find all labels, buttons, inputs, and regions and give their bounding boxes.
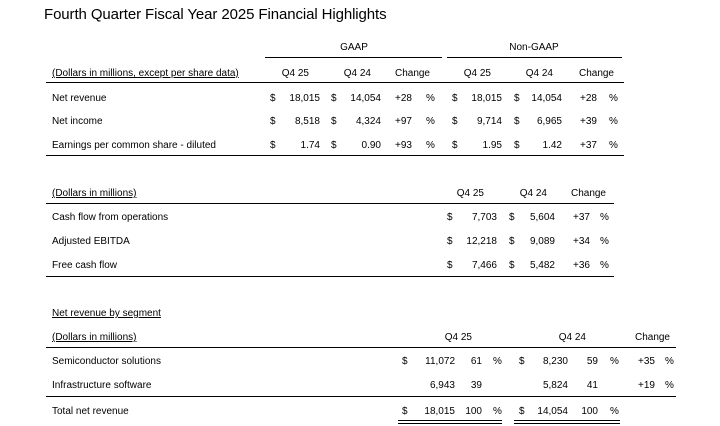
value: 7,466 bbox=[471, 260, 497, 271]
change-value: +28 bbox=[580, 93, 597, 104]
row-label: Net revenue bbox=[52, 93, 107, 104]
group-header-nongaap: Non-GAAP bbox=[509, 42, 559, 53]
percent-sign: % bbox=[600, 260, 609, 271]
value: 7,703 bbox=[471, 212, 497, 223]
percent-sign: % bbox=[609, 93, 618, 104]
currency-symbol: $ bbox=[270, 93, 276, 104]
col-header-nongaap-change: Change bbox=[578, 68, 614, 79]
change-value: +36 bbox=[573, 260, 590, 271]
value: 14,054 bbox=[531, 93, 562, 104]
change-value: +97 bbox=[395, 116, 412, 127]
percent-share: 41 bbox=[586, 380, 598, 391]
percent-sign: % bbox=[600, 236, 609, 247]
percent-sign: % bbox=[426, 140, 435, 151]
change-value: +93 bbox=[395, 140, 412, 151]
percent-sign: % bbox=[665, 356, 674, 367]
value: 18,015 bbox=[471, 93, 502, 104]
row-label: Net income bbox=[52, 116, 103, 127]
currency-symbol: $ bbox=[519, 406, 525, 417]
percent-sign: % bbox=[665, 380, 674, 391]
value: 14,054 bbox=[350, 93, 381, 104]
col-header-gaap-q424: Q4 24 bbox=[343, 68, 371, 79]
value: 4,324 bbox=[355, 116, 381, 127]
currency-symbol: $ bbox=[519, 356, 525, 367]
change-value: +19 bbox=[638, 380, 655, 391]
col-header-q424: Q4 24 bbox=[558, 332, 586, 343]
value: 5,482 bbox=[529, 260, 555, 271]
currency-symbol: $ bbox=[509, 212, 515, 223]
row-label: Total net revenue bbox=[52, 406, 129, 417]
value: 18,015 bbox=[424, 406, 455, 417]
change-value: +37 bbox=[573, 212, 590, 223]
value: 12,218 bbox=[466, 236, 497, 247]
percent-share: 59 bbox=[586, 356, 598, 367]
row-label: Semiconductor solutions bbox=[52, 356, 161, 367]
percent-sign: % bbox=[609, 116, 618, 127]
value: 1.74 bbox=[300, 140, 320, 151]
percent-share: 61 bbox=[470, 356, 482, 367]
currency-symbol: $ bbox=[447, 236, 453, 247]
section-title: Net revenue by segment bbox=[52, 308, 161, 319]
currency-symbol: $ bbox=[509, 260, 515, 271]
change-value: +28 bbox=[395, 93, 412, 104]
value: 11,072 bbox=[425, 356, 455, 367]
col-header-q425: Q4 25 bbox=[456, 188, 484, 199]
value: 9,714 bbox=[476, 116, 502, 127]
col-header-gaap-change: Change bbox=[394, 68, 430, 79]
row-label: Adjusted EBITDA bbox=[52, 236, 130, 247]
col-header-change: Change bbox=[570, 188, 606, 199]
row-label: Earnings per common share - diluted bbox=[52, 140, 216, 151]
percent-sign: % bbox=[610, 406, 619, 417]
col-header-q425: Q4 25 bbox=[444, 332, 472, 343]
currency-symbol: $ bbox=[452, 140, 458, 151]
change-value: +34 bbox=[573, 236, 590, 247]
value: 9,089 bbox=[529, 236, 555, 247]
currency-symbol: $ bbox=[270, 140, 276, 151]
col-header-gaap-q425: Q4 25 bbox=[281, 68, 309, 79]
value: 8,230 bbox=[542, 356, 568, 367]
value: 1.42 bbox=[542, 140, 562, 151]
currency-symbol: $ bbox=[514, 116, 520, 127]
currency-symbol: $ bbox=[331, 116, 337, 127]
value: 6,943 bbox=[429, 380, 455, 391]
value: 18,015 bbox=[289, 93, 320, 104]
value: 0.90 bbox=[361, 140, 381, 151]
col-header-change: Change bbox=[634, 332, 670, 343]
value: 14,054 bbox=[537, 406, 568, 417]
percent-sign: % bbox=[426, 116, 435, 127]
currency-symbol: $ bbox=[331, 93, 337, 104]
percent-sign: % bbox=[493, 406, 502, 417]
table1-unit-label: (Dollars in millions, except per share data) bbox=[52, 68, 239, 79]
group-header-gaap: GAAP bbox=[340, 42, 368, 53]
percent-sign: % bbox=[493, 356, 502, 367]
percent-sign: % bbox=[426, 93, 435, 104]
col-header-nongaap-q425: Q4 25 bbox=[463, 68, 491, 79]
value: 1.95 bbox=[482, 140, 502, 151]
change-value: +37 bbox=[580, 140, 597, 151]
percent-sign: % bbox=[610, 356, 619, 367]
col-header-nongaap-q424: Q4 24 bbox=[525, 68, 553, 79]
table2-unit-label: (Dollars in millions) bbox=[52, 188, 137, 199]
row-label: Infrastructure software bbox=[52, 380, 152, 391]
percent-share: 100 bbox=[581, 406, 598, 417]
currency-symbol: $ bbox=[447, 212, 453, 223]
table3-unit-label: (Dollars in millions) bbox=[52, 332, 137, 343]
percent-share: 39 bbox=[470, 380, 482, 391]
page-title: Fourth Quarter Fiscal Year 2025 Financial Highlights bbox=[44, 6, 387, 23]
value: 5,604 bbox=[529, 212, 555, 223]
row-label: Cash flow from operations bbox=[52, 212, 169, 223]
value: 5,824 bbox=[542, 380, 568, 391]
value: 8,518 bbox=[294, 116, 320, 127]
currency-symbol: $ bbox=[509, 236, 515, 247]
percent-share: 100 bbox=[465, 406, 482, 417]
change-value: +35 bbox=[638, 356, 655, 367]
col-header-q424: Q4 24 bbox=[519, 188, 547, 199]
currency-symbol: $ bbox=[402, 356, 408, 367]
row-label: Free cash flow bbox=[52, 260, 118, 271]
currency-symbol: $ bbox=[402, 406, 408, 417]
currency-symbol: $ bbox=[331, 140, 337, 151]
currency-symbol: $ bbox=[270, 116, 276, 127]
percent-sign: % bbox=[600, 212, 609, 223]
currency-symbol: $ bbox=[452, 116, 458, 127]
currency-symbol: $ bbox=[514, 93, 520, 104]
currency-symbol: $ bbox=[514, 140, 520, 151]
currency-symbol: $ bbox=[447, 260, 453, 271]
currency-symbol: $ bbox=[452, 93, 458, 104]
percent-sign: % bbox=[609, 140, 618, 151]
change-value: +39 bbox=[580, 116, 597, 127]
value: 6,965 bbox=[536, 116, 562, 127]
